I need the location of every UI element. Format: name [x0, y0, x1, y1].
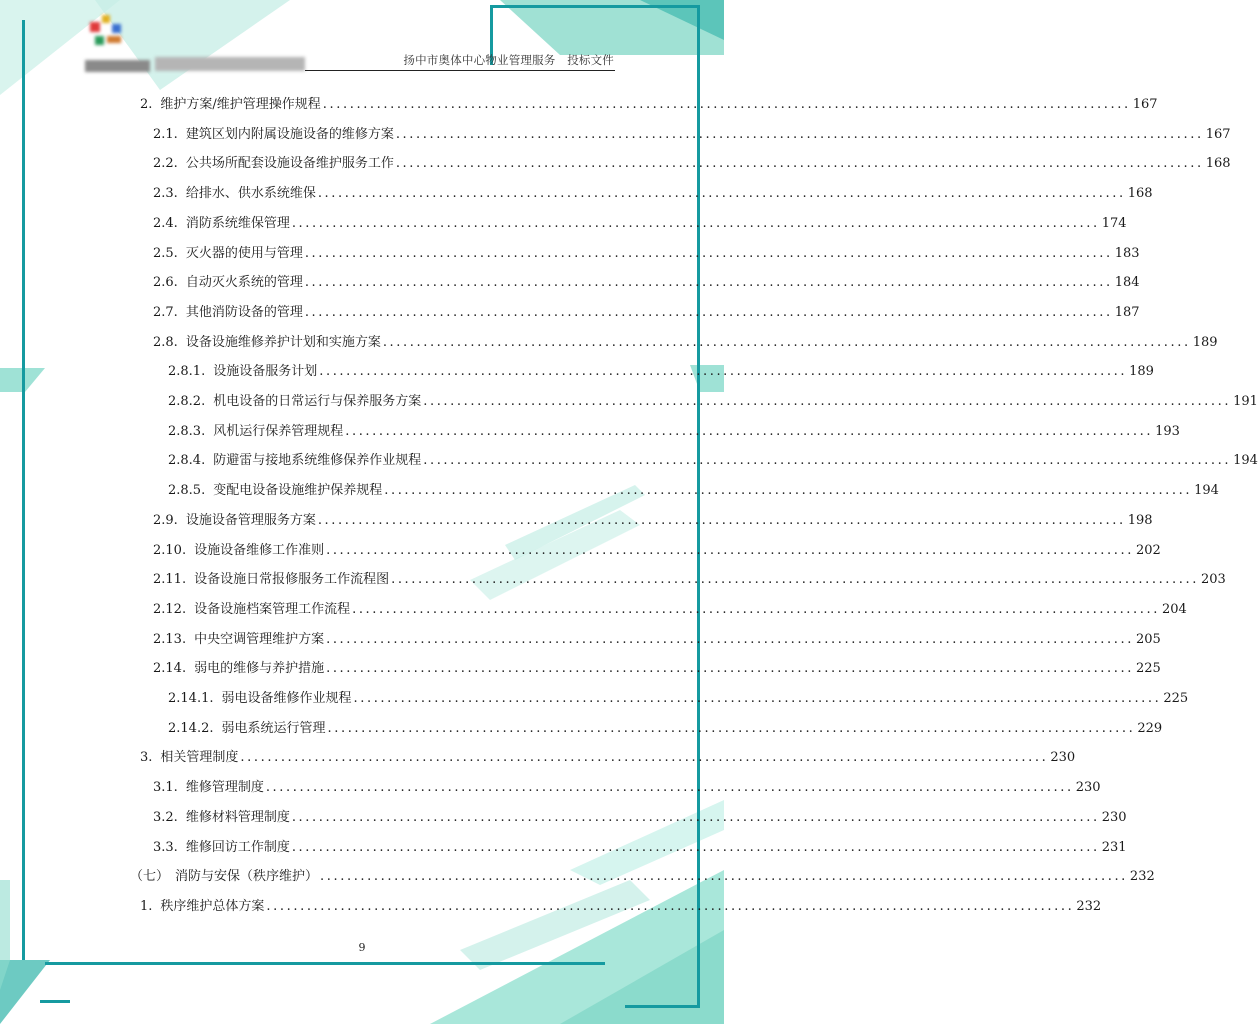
toc-entry-number: 3.1. [153, 780, 178, 796]
toc-entry-number: 3.3. [153, 839, 178, 855]
toc-entry[interactable] [140, 93, 1158, 112]
toc-entry-number: 2.11. [153, 572, 187, 588]
toc-entry-title: 维修材料管理制度 [185, 809, 290, 825]
toc-dot-leader: ........................................................................................................................ [291, 809, 1100, 825]
toc-dot-leader: ........................................................................................................................ [395, 126, 1204, 142]
toc-entry-title: 消防与安保（秩序维护） [175, 869, 319, 885]
toc-dot-leader: ........................................................................................................................ [423, 453, 1232, 469]
toc-entry-number: 2.8. [153, 334, 178, 350]
toc-dot-leader: ........................................................................................................................ [304, 304, 1113, 320]
toc-entry-number: 2.4. [153, 215, 178, 231]
toc-entry[interactable] [153, 776, 1101, 796]
toc-dot-leader: ........................................................................................................................ [319, 364, 1128, 380]
toc-entry[interactable] [130, 865, 1155, 885]
toc-entry-number: 2.14. [153, 661, 187, 677]
toc-dot-leader: ........................................................................................................................ [291, 215, 1100, 231]
toc-entry-page: 198 [1127, 512, 1153, 528]
toc-dot-leader: ........................................................................................................................ [317, 512, 1126, 528]
toc-dot-leader: ........................................................................................................................ [391, 572, 1199, 588]
toc-entry[interactable] [153, 657, 1161, 677]
toc-entry[interactable] [153, 182, 1153, 202]
toc-entry-title: 维修管理制度 [185, 780, 264, 796]
frame-bottom-left-h [40, 1000, 70, 1003]
toc-entry[interactable] [168, 420, 1180, 439]
toc-dot-leader: ........................................................................................................................ [326, 631, 1134, 647]
toc-entry-number: 2.12. [153, 601, 187, 617]
toc-entry-page: 230 [1101, 809, 1127, 825]
toc-entry-title: 设施设备维修工作准则 [194, 542, 325, 558]
toc-entry[interactable] [153, 212, 1127, 231]
toc-entry-page: 189 [1192, 334, 1218, 350]
toc-entry-number: 2. [140, 97, 153, 112]
toc-entry-page: 168 [1127, 186, 1153, 202]
toc-entry-title: 设备设施维修养护计划和实施方案 [185, 334, 381, 350]
toc-entry-page: 167 [1205, 126, 1231, 142]
toc-entry-title: 给排水、供水系统维保 [185, 186, 316, 202]
toc-entry-title: 公共场所配套设施设备维护服务工作 [185, 156, 394, 172]
toc-entry-number: 2.5. [153, 245, 178, 261]
toc-entry-page: 202 [1135, 542, 1161, 558]
toc-entry[interactable] [153, 568, 1226, 588]
toc-entry[interactable] [168, 360, 1154, 380]
toc-entry-title: 弱电设备维修作业规程 [221, 691, 352, 706]
toc-entry-title: 设施设备管理服务方案 [185, 512, 316, 528]
toc-entry-title: 维修回访工作制度 [185, 839, 290, 855]
toc-entry[interactable] [153, 152, 1231, 172]
toc-entry-page: 168 [1205, 156, 1231, 172]
frame-top-right-v [490, 5, 700, 8]
toc-dot-leader: ........................................................................................................................ [265, 780, 1074, 796]
toc-entry-title: 弱电的维修与养护措施 [194, 661, 325, 677]
toc-entry-number: 2.3. [153, 186, 178, 202]
toc-dot-leader: ........................................................................................................................ [304, 275, 1113, 291]
toc-entry-title: 维护方案/维护管理操作规程 [160, 97, 321, 112]
toc-entry-title: 中央空调管理维护方案 [194, 631, 325, 647]
toc-entry-title: 弱电系统运行管理 [221, 720, 326, 736]
toc-dot-leader: ........................................................................................................................ [304, 245, 1113, 261]
toc-dot-leader: ........................................................................................................................ [395, 156, 1204, 172]
toc-entry[interactable] [153, 806, 1127, 825]
toc-entry-page: 232 [1076, 898, 1102, 914]
toc-entry-page: 230 [1050, 750, 1076, 766]
toc-dot-leader: ........................................................................................................................ [320, 869, 1128, 885]
toc-entry-page: 191 [1233, 394, 1258, 409]
toc-entry-title: 防避雷与接地系统维修保养作业规程 [213, 453, 422, 469]
toc-dot-leader: ........................................................................................................................ [317, 186, 1126, 202]
toc-entry[interactable] [153, 271, 1140, 291]
toc-entry-title: 变配电设备设施维护保养规程 [213, 483, 383, 499]
toc-entry-page: 193 [1155, 423, 1180, 439]
toc-dot-leader: ........................................................................................................................ [240, 750, 1049, 766]
frame-left [22, 20, 25, 960]
toc-entry[interactable] [153, 628, 1161, 647]
toc-entry-number: 3.2. [153, 809, 178, 825]
frame-bottom [45, 962, 605, 965]
toc-entry-title: 自动灭火系统的管理 [185, 275, 303, 291]
toc-entry[interactable] [168, 687, 1189, 706]
toc-dot-leader: ........................................................................................................................ [423, 394, 1232, 409]
toc-entry-number: 2.8.3. [168, 423, 206, 439]
toc-entry[interactable] [153, 301, 1140, 320]
toc-entry-number: 2.8.2. [168, 394, 206, 409]
toc-entry[interactable] [153, 331, 1218, 350]
toc-entry-number: （七） [130, 869, 170, 885]
toc-entry-page: 189 [1129, 364, 1154, 380]
toc-entry[interactable] [153, 539, 1161, 558]
toc-entry[interactable] [140, 895, 1102, 914]
toc-entry-title: 消防系统维保管理 [185, 215, 290, 231]
toc-entry[interactable] [153, 242, 1140, 261]
toc-entry-page: 183 [1114, 245, 1140, 261]
toc-entry[interactable] [153, 598, 1187, 617]
toc-dot-leader: ........................................................................................................................ [326, 661, 1134, 677]
toc-entry-page: 184 [1114, 275, 1140, 291]
toc-entry-page: 225 [1135, 661, 1161, 677]
frame-right [697, 5, 700, 1005]
toc-entry-number: 2.6. [153, 275, 178, 291]
toc-dot-leader: ........................................................................................................................ [345, 423, 1154, 439]
toc-entry-number: 1. [140, 898, 153, 914]
document-header: 扬中市奥体中心物业管理服务 投标文件 [403, 53, 614, 67]
toc-entry-number: 2.7. [153, 304, 178, 320]
toc-entry-page: 194 [1194, 483, 1219, 499]
toc-entry-number: 2.13. [153, 631, 187, 647]
toc-entry[interactable] [140, 746, 1076, 766]
toc-dot-leader: ........................................................................................................................ [384, 483, 1193, 499]
toc-entry-page: 187 [1114, 304, 1140, 320]
frame-bottom-right [625, 1005, 700, 1008]
toc-entry-number: 2.8.1. [168, 364, 206, 380]
header-rule [305, 70, 615, 71]
toc-entry-title: 风机运行保养管理规程 [213, 423, 344, 439]
toc-entry-page: 203 [1200, 572, 1226, 588]
toc-dot-leader: ........................................................................................................................ [327, 720, 1136, 736]
toc-entry-number: 2.8.5. [168, 483, 206, 499]
toc-entry-title: 设备设施档案管理工作流程 [194, 601, 351, 617]
company-logo [85, 12, 310, 82]
toc-entry-number: 3. [140, 750, 153, 766]
toc-entry[interactable] [153, 123, 1231, 142]
toc-entry[interactable] [153, 836, 1127, 855]
toc-dot-leader: ........................................................................................................................ [326, 542, 1134, 558]
toc-entry-number: 2.14.2. [168, 720, 214, 736]
toc-entry-page: 167 [1132, 97, 1158, 112]
toc-entry[interactable] [168, 717, 1163, 736]
toc-dot-leader: ........................................................................................................................ [352, 601, 1160, 617]
toc-entry-page: 230 [1075, 780, 1101, 796]
toc-entry[interactable] [153, 509, 1153, 528]
toc-entry-page: 232 [1129, 869, 1155, 885]
toc-entry[interactable] [168, 479, 1219, 499]
toc-entry[interactable] [168, 449, 1258, 469]
toc-entry-page: 229 [1137, 720, 1163, 736]
toc-dot-leader: ........................................................................................................................ [382, 334, 1191, 350]
toc-entry-number: 2.8.4. [168, 453, 206, 469]
page-number: 9 [358, 941, 366, 954]
toc-entry-title: 其他消防设备的管理 [185, 304, 303, 320]
toc-dot-leader: ........................................................................................................................ [353, 691, 1162, 706]
toc-entry-number: 2.2. [153, 156, 178, 172]
toc-entry-title: 机电设备的日常运行与保养服务方案 [213, 394, 422, 409]
toc-entry-page: 204 [1161, 601, 1187, 617]
toc-entry-page: 231 [1101, 839, 1127, 855]
toc-entry-title: 设备设施日常报修服务工作流程图 [194, 572, 390, 588]
toc-dot-leader: ........................................................................................................................ [266, 898, 1075, 914]
toc-entry-title: 灭火器的使用与管理 [185, 245, 303, 261]
toc-entry-number: 2.14.1. [168, 691, 214, 706]
toc-entry-number: 2.1. [153, 126, 178, 142]
toc-entry-title: 设施设备服务计划 [213, 364, 318, 380]
toc-dot-leader: ........................................................................................................................ [322, 97, 1131, 112]
toc-entry-page: 194 [1233, 453, 1258, 469]
toc-entry-title: 建筑区划内附属设施设备的维修方案 [185, 126, 394, 142]
toc-entry-title: 相关管理制度 [160, 750, 239, 766]
toc-entry-page: 174 [1101, 215, 1127, 231]
toc-entry-page: 225 [1163, 691, 1189, 706]
toc-entry-page: 205 [1135, 631, 1161, 647]
toc-dot-leader: ........................................................................................................................ [291, 839, 1100, 855]
toc-entry-number: 2.10. [153, 542, 187, 558]
toc-entry[interactable] [168, 390, 1258, 409]
toc-entry-number: 2.9. [153, 512, 178, 528]
toc-entry-title: 秩序维护总体方案 [160, 898, 265, 914]
